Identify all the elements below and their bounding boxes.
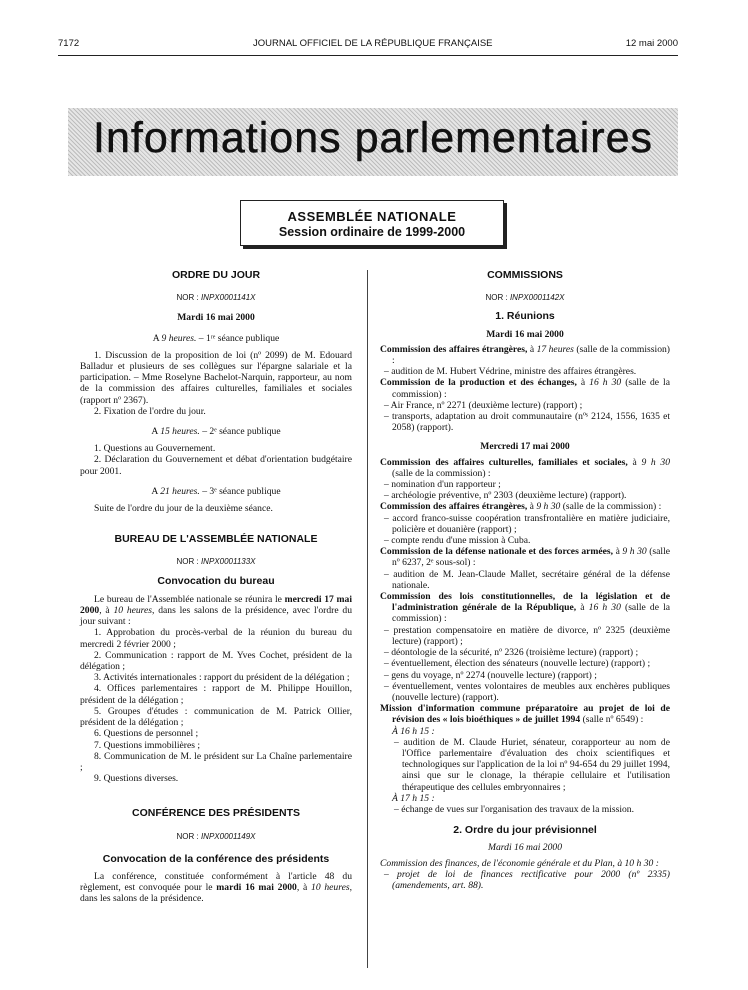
nor-line xyxy=(80,556,352,567)
prefix: A xyxy=(152,332,160,344)
text: à xyxy=(529,501,534,513)
text: Le bureau de l'Assemblée nationale se réunira le xyxy=(94,593,282,605)
nor-line xyxy=(80,831,352,842)
prefix: A xyxy=(151,485,158,497)
bureau-heading: BUREAU DE L'ASSEMBLÉE NATIONALE xyxy=(114,533,318,546)
nor-label: NOR : xyxy=(485,293,508,303)
session-2-items xyxy=(80,443,352,477)
commission-entry xyxy=(380,457,670,479)
ordre-du-jour-heading: ORDRE DU JOUR xyxy=(171,269,261,281)
commission-item: – gens du voyage, nº 2274 (nouvelle lecture) (rapport) ; xyxy=(384,669,597,681)
commission-item: – archéologie préventive, nº 2303 (deuxième lecture) (rapport). xyxy=(384,490,627,502)
text: à xyxy=(615,546,620,558)
commission-item: – audition de M. Claude Huriet, sénateur, corapporteur au nom de l'Office parlementaire d'évaluation des choix scientifiques et technologiques sur l'application de la loi nº 94-654 du 29 juillet 1994, ainsi que sur le clonage, la thérapie cellulaire et l'utilisation thérapeutique des cellules embryonnaires ; xyxy=(394,736,670,793)
nor-label: NOR : xyxy=(176,293,199,303)
agenda-item: 1. Questions au Gouvernement. xyxy=(94,443,216,455)
commission-name: Commission des affaires étrangères, xyxy=(380,343,528,355)
column-divider xyxy=(367,270,368,968)
commission-name: Commission des affaires culturelles, familiales et sociales, xyxy=(380,456,628,468)
mission-hour xyxy=(380,793,670,804)
commission-entry xyxy=(380,546,670,568)
commission-entry xyxy=(380,344,670,366)
text: La conférence, constituée conformément à l'article 48 du règlement, est convoquée pour le xyxy=(80,870,352,894)
text-italic: Mardi 16 mai 2000 xyxy=(488,842,562,854)
nor-code: INPX0001141X xyxy=(200,293,256,303)
text: , à xyxy=(296,882,308,894)
mission-entry xyxy=(380,703,670,725)
agenda-item: 1. Discussion de la proposition de loi (nº 2099) de M. Edouard Balladur et plusieurs de ses collègues sur l'épargne salariale et la participation. – Mme Roselyne Bachelot-Narquin, rapporteur, au nom de la commission des affaires culturelles, familiales et sociales (rapport nº 2367). xyxy=(80,349,352,406)
day-heading: Mardi 16 mai 2000 xyxy=(486,328,564,340)
commission-hour: 9 h 30 xyxy=(536,501,561,513)
commission-name: Commission de la production et des échanges, xyxy=(380,377,577,389)
session-title: Session ordinaire de 1999-2000 xyxy=(278,225,466,239)
commission-entry xyxy=(380,858,670,869)
session-hour: 9 heures. xyxy=(161,332,197,344)
conference-text xyxy=(80,871,352,905)
bureau-items xyxy=(80,627,352,784)
agenda-item: 7. Questions immobilières ; xyxy=(94,739,201,751)
commission-hour: 17 heures xyxy=(536,343,574,355)
text: (salle nº 6237, 2ᵉ sous-sol) : xyxy=(392,546,671,569)
nor-code: INPX0001149X xyxy=(200,831,256,841)
nor-code: INPX0001142X xyxy=(509,293,565,303)
text: (salle de la commission) : xyxy=(392,343,670,367)
text: (salle de la commission) : xyxy=(392,467,491,479)
bureau-intro xyxy=(80,594,352,628)
text-bold: mardi 16 mai 2000 xyxy=(216,882,297,894)
session-1-heading xyxy=(80,333,352,344)
left-column xyxy=(80,270,352,905)
commission-item: – Air France, nº 2271 (deuxième lecture) (rapport) ; xyxy=(384,399,583,411)
text: à xyxy=(580,377,586,389)
journal-title: JOURNAL OFFICIEL DE LA RÉPUBLIQUE FRANÇAISE xyxy=(253,38,493,49)
nor-line xyxy=(80,292,352,303)
agenda-item: 3. Activités internationales : rapport du président de la délégation ; xyxy=(94,672,350,684)
session-hour: 15 heures. xyxy=(160,426,200,438)
reunions-heading: 1. Réunions xyxy=(495,310,555,323)
commission-hour: 9 h 30 xyxy=(641,456,670,468)
text: (salle de la commission) : xyxy=(392,602,670,625)
session-1-items xyxy=(80,350,352,417)
text: , dans les salons de la présidence, avec l'ordre du jour suivant : xyxy=(80,605,352,628)
nor-label: NOR : xyxy=(176,557,199,567)
commission-item: – compte rendu d'une mission à Cuba. xyxy=(384,535,531,547)
commissions-heading: COMMISSIONS xyxy=(487,269,563,281)
agenda-item: 1. Approbation du procès-verbal de la réunion du bureau du mercredi 2 février 2000 ; xyxy=(80,627,352,650)
text: (salle de la commission) : xyxy=(562,501,662,513)
text: (salle de la commission) : xyxy=(392,377,670,400)
agenda-item: 6. Questions de personnel ; xyxy=(94,728,199,740)
commission-hour: 16 h 30 xyxy=(589,377,622,389)
header-date: 12 mai 2000 xyxy=(625,38,678,49)
commission-name: Commission de la défense nationale et des forces armées, xyxy=(380,546,614,558)
text: (salle nº 6549) : xyxy=(582,714,644,726)
bureau-subtitle: Convocation du bureau xyxy=(157,574,275,587)
text: à xyxy=(580,602,585,614)
commission-item: – éventuellement, élection des sénateurs (nouvelle lecture) (rapport) ; xyxy=(384,658,651,670)
day-heading: Mercredi 17 mai 2000 xyxy=(480,441,570,453)
session-label: – 3ᵉ séance publique xyxy=(202,485,281,497)
agenda-item: 9. Questions diverses. xyxy=(94,773,179,785)
mission-name: Mission d'information commune préparatoire au projet de loi de révision des « lois bioéthiques » de juillet 1994 xyxy=(380,703,670,726)
commission-item: – accord franco-suisse coopération transfrontalière en matière judiciaire, policière et douanière (rapport) ; xyxy=(384,512,670,535)
day-heading xyxy=(380,842,670,853)
session-label: – 1ʳᵉ séance publique xyxy=(198,332,280,344)
text: , à xyxy=(99,605,110,617)
agenda-item: 2. Communication : rapport de M. Yves Cochet, président de la délégation ; xyxy=(80,649,352,673)
prefix: A xyxy=(151,426,158,438)
ordre-previsionnel-heading: 2. Ordre du jour prévisionnel xyxy=(453,824,597,837)
commission-item: – audition de M. Hubert Védrine, ministre des affaires étrangères. xyxy=(384,366,637,378)
commission-item: – éventuellement, ventes volontaires de meubles aux enchères publiques (nouvelle lecture) (rapport). xyxy=(384,680,670,703)
section-banner xyxy=(68,108,678,176)
commission-item xyxy=(380,869,670,891)
agenda-item: 5. Groupes d'études : communication de M. Patrick Ollier, président de la délégation ; xyxy=(80,705,352,729)
commission-item: – déontologie de la sécurité, nº 2326 (troisième lecture) (rapport) ; xyxy=(384,647,639,659)
text: à xyxy=(632,456,637,468)
agenda-item: 2. Fixation de l'ordre du jour. xyxy=(94,405,206,417)
session-2-heading xyxy=(80,426,352,437)
text-italic: À 17 h 15 : xyxy=(392,792,435,804)
text-bold: mercredi 17 mai 2000 xyxy=(80,593,352,617)
commission-name: Commission des finances, de l'économie générale et du Plan, à 10 h 30 : xyxy=(380,857,659,869)
commission-hour: 9 h 30 xyxy=(622,546,647,558)
conference-heading: CONFÉRENCE DES PRÉSIDENTS xyxy=(131,807,301,820)
text-italic: 10 heures xyxy=(311,882,350,894)
session-date: Mardi 16 mai 2000 xyxy=(177,312,255,324)
commission-item: – audition de M. Jean-Claude Mallet, secrétaire général de la défense nationale. xyxy=(384,568,670,591)
nor-line xyxy=(380,292,670,303)
commission-item: – transports, adaptation au droit communautaire (nºˢ 2124, 1556, 1635 et 2058) (rapport). xyxy=(384,411,670,434)
text-italic: – projet de loi de finances rectificative pour 2000 (nº 2335) (amendements, art. 88). xyxy=(384,868,670,891)
commission-item: – nomination d'un rapporteur ; xyxy=(384,479,501,491)
conference-subtitle: Convocation de la conférence des présidents xyxy=(102,852,330,865)
text-italic: À 16 h 15 : xyxy=(392,725,435,737)
nor-code: INPX0001133X xyxy=(200,557,256,567)
page-header xyxy=(58,38,678,52)
session-hour: 21 heures. xyxy=(160,485,200,497)
right-column xyxy=(380,270,670,891)
session-3-text: Suite de l'ordre du jour de la deuxième séance. xyxy=(94,503,273,515)
text: , dans les salons de la présidence. xyxy=(80,882,353,905)
nor-label: NOR : xyxy=(176,831,199,841)
page-number: 7172 xyxy=(58,38,80,49)
commission-entry xyxy=(380,501,670,512)
commission-entry xyxy=(380,591,670,625)
header-rule xyxy=(58,55,678,56)
assembly-title: ASSEMBLÉE NATIONALE xyxy=(287,209,457,224)
banner-title: Informations parlementaires xyxy=(93,114,653,162)
session-3-heading xyxy=(80,486,352,497)
text-italic: 10 heures xyxy=(113,605,153,617)
agenda-item: 4. Offices parlementaires : rapport de M. Philippe Houillon, président de la délégation ; xyxy=(80,683,352,706)
session-label: – 2ᵉ séance publique xyxy=(202,426,281,438)
mission-hour xyxy=(380,726,670,737)
text: à xyxy=(529,343,535,355)
commission-hour: 16 h 30 xyxy=(588,602,621,614)
assembly-box xyxy=(240,200,504,246)
commission-name: Commission des lois constitutionnelles, de la législation et de l'administration générale de la République, xyxy=(380,591,670,614)
agenda-item: 2. Déclaration du Gouvernement et débat d'orientation budgétaire pour 2001. xyxy=(80,454,352,477)
agenda-item: 8. Communication de M. le président sur La Chaîne parlementaire ; xyxy=(80,750,352,773)
commission-item: – prestation compensatoire en matière de divorce, nº 2325 (deuxième lecture) (rapport) ; xyxy=(384,624,670,647)
commission-item: – échange de vues sur l'organisation des travaux de la mission. xyxy=(394,803,635,815)
commission-entry xyxy=(380,377,670,399)
commission-name: Commission des affaires étrangères, xyxy=(380,501,528,513)
